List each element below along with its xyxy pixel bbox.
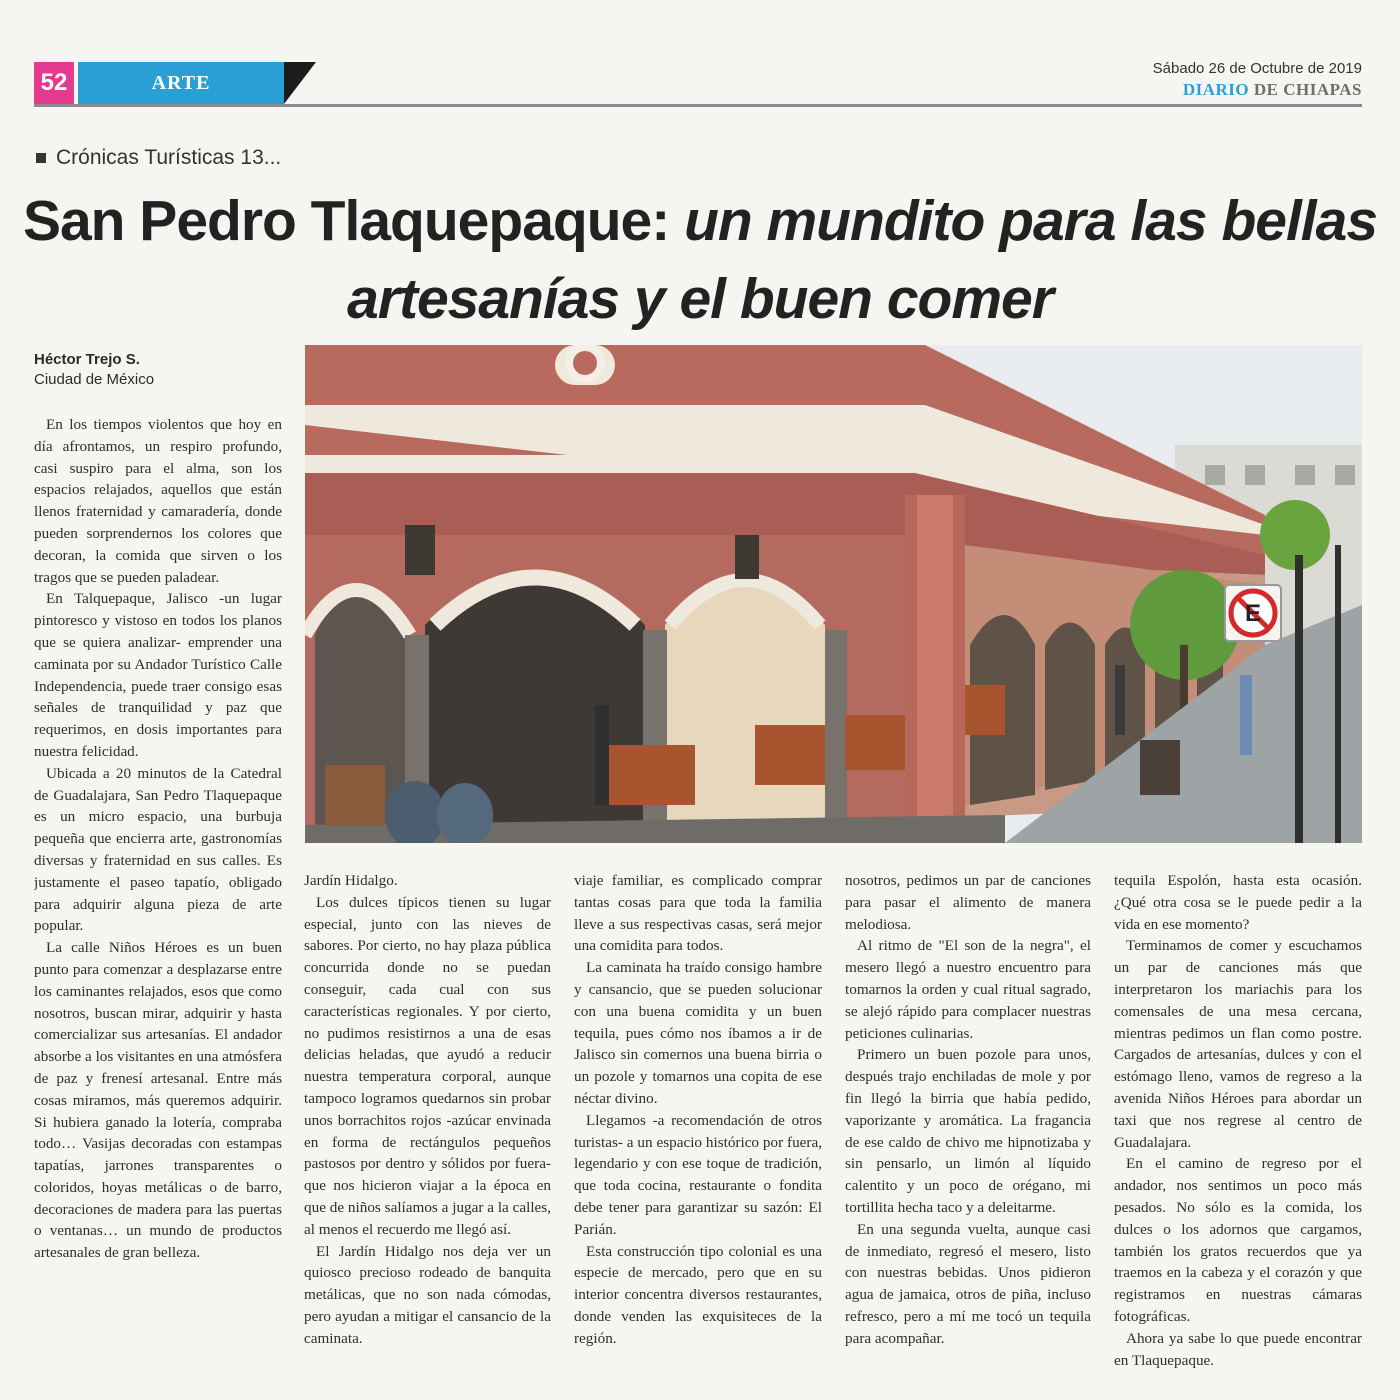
headline-upright: San Pedro Tlaquepaque:	[22, 189, 685, 253]
paragraph: Al ritmo de "El son de la negra", el mesero llegó a nuestro encuentro para tomarnos la orden y cual ritual sagrado, se alejó rápido para complacer nuestras peticiones culinarias.	[845, 937, 1091, 1042]
header-rule	[34, 104, 1362, 107]
paragraph: Primero un buen pozole para unos, después trajo enchiladas de mole y por fin llegó la birria que había pedido, vaporizante y aromática. La fragancia de ese caldo de chivo me hipnotizaba y sin pensarlo, un limón al líquido calentito y un poco de orégano, mi tortillita hecha taco y a deleitarme.	[845, 1046, 1091, 1216]
headline	[20, 182, 1380, 338]
paragraph: En el camino de regreso por el andador, nos sentimos un poco más pesados. No sólo es la comida, los dulces o los adornos que cargamos, también los gratos recuerdos que ya traemos en la cabeza y el corazón y que registramos en nuestras cámaras fotográficas.	[1114, 1155, 1362, 1325]
no-parking-sign-letter: E	[1244, 600, 1262, 627]
paragraph: Ahora ya sabe lo que puede encontrar en Tlaquepaque.	[1114, 1329, 1362, 1369]
paragraph: En los tiempos violentos que hoy en día afrontamos, un respiro profundo, casi suspiro para el alma, son los espacios relajados, aquellos que están llenos fraternidad y camaradería, donde pueden sorprendernos los colores que decoran, la comida que sirven o los tragos que se pueden paladear.	[34, 416, 282, 586]
article-column-3	[574, 870, 822, 1400]
publication-date: Sábado 26 de Octubre de 2019	[1152, 60, 1362, 77]
page-header	[34, 60, 1362, 108]
paragraph: Esta construcción tipo colonial es una especie de mercado, pero que en su interior concentra diversos restaurantes, donde venden las exquisiteces de la región.	[574, 1242, 822, 1347]
paragraph: Llegamos -a recomendación de otros turistas- a un espacio histórico por fuera, legendario y con ese toque de tradición, que toda cocina, restaurante o fondita debe tener para garantizar su sazón: El Parián.	[574, 1111, 822, 1238]
paragraph: tequila Espolón, hasta esta ocasión. ¿Qué otra cosa se le puede pedir a la vida en ese momento?	[1114, 872, 1362, 933]
paragraph: En Talquepaque, Jalisco -un lugar pintoresco y vistoso en todos los planos que se quiera analizar- emprender una caminata por su Andador Turístico Calle Independencia, puede traer consigo esas señales de tranquilidad y paz que requerimos, en dosis importantes para nuestra felicidad.	[34, 590, 282, 760]
paragraph: Terminamos de comer y escuchamos un par de canciones más que interpretaron los mariachis para los comensales de una mesa cercana, mientras pedimos un flan como postre. Cargados de artesanías, dulces y con el estómago lleno, vamos de regreso a la avenida Niños Héroes para abordar un taxi que nos regrese al centro de Guadalajara.	[1114, 937, 1362, 1151]
byline	[34, 350, 284, 390]
article-column-4	[845, 870, 1091, 1400]
dateline-location: Ciudad de México	[34, 371, 155, 388]
paragraph: La caminata ha traído consigo hambre y cansancio, que se pueden solucionar con una buena comidita y un buen tequila, pues cómo nos íbamos a ir de Jalisco sin comernos una buena birria o un pozole y tomarnos una copita de ese néctar divino.	[574, 959, 822, 1107]
article-column-1	[34, 414, 282, 1400]
page-number: 52	[34, 62, 74, 104]
paragraph: viaje familiar, es complicado comprar tantas cosas para que toda la familia lleve a sus respectivas casas, será mejor una comidita para todos.	[574, 872, 822, 955]
masthead-part2: DE CHIAPAS	[1253, 80, 1362, 99]
masthead-part1: DIARIO	[1182, 80, 1250, 99]
article-column-2	[304, 870, 551, 1400]
paragraph: La calle Niños Héroes es un buen punto para comenzar a desplazarse entre los caminantes relajados, esos que como nosotros, buscan mirar, adquirir y hasta comercializar sus artesanías. El andador absorbe a los visitantes en una atmósfera de paz y frenesí artesanal. Entre más cosas miramos, más queremos adquirir. Si hubiera ganado la lotería, compraba todo… Vasijas decoradas con estampas tapatías, jarrones transparentes o coloridos, hoyas metálicas o de barro, decoraciones de madera para las puertas o ventanas… un mundo de productos artesanales de gran belleza.	[34, 939, 282, 1262]
kicker	[36, 146, 281, 170]
street-arcade-photo	[305, 345, 1362, 843]
author-name: Héctor Trejo S.	[34, 351, 140, 368]
paragraph: Los dulces típicos tienen su lugar especial, junto con las nieves de sabores. Por cierto, no hay plaza pública concurrida donde no se puedan conseguir, cada cual con sus características regionales. Y por cierto, no pudimos resistirnos a una de esas delicias heladas, que ayudó a reducir nuestra temperatura corporal, aunque tampoco logramos quedarnos sin probar unos borrachitos rojos -azúcar envinada en forma de rectángulos pequeños pastosos por dentro y sólidos por fuera- que nos hicieron viajar a la época en que de niños salíamos a jugar a la calles, al menos el recuerdo me llegó así.	[304, 893, 551, 1238]
masthead	[1183, 80, 1362, 100]
headline-italic: un mundito para las bellas artesanías y el buen comer	[347, 189, 1378, 331]
section-tab-decoration	[284, 62, 316, 104]
section-label: ARTE	[78, 62, 284, 104]
paragraph: El Jardín Hidalgo nos deja ver un quiosco precioso rodeado de banquita metálicas, que no son nada cómodas, pero ayudan a mitigar el cansancio de la caminata.	[304, 1242, 551, 1347]
kicker-text: Crónicas Turísticas 13...	[56, 146, 282, 169]
bullet-square-icon	[36, 153, 46, 163]
article-photo	[305, 345, 1362, 843]
paragraph: En una segunda vuelta, aunque casi de inmediato, regresó el mesero, listo con nuestras bebidas. Unos pidieron agua de jamaica, otros de piña, incluso refresco, pero a mí me tocó un tequila para acompañar.	[845, 1220, 1091, 1347]
paragraph: Jardín Hidalgo.	[304, 872, 398, 889]
article-column-5	[1114, 870, 1362, 1400]
paragraph: nosotros, pedimos un par de canciones para pasar el alimento de manera melodiosa.	[845, 872, 1091, 933]
paragraph: Ubicada a 20 minutos de la Catedral de Guadalajara, San Pedro Tlaquepaque es un micro espacio, una burbuja pequeña que encierra arte, gastronomías diversas y fraternidad en sus calles. Es justamente el paseo tapatío, obligado para adquirir alguna pieza de arte popular.	[34, 764, 282, 935]
